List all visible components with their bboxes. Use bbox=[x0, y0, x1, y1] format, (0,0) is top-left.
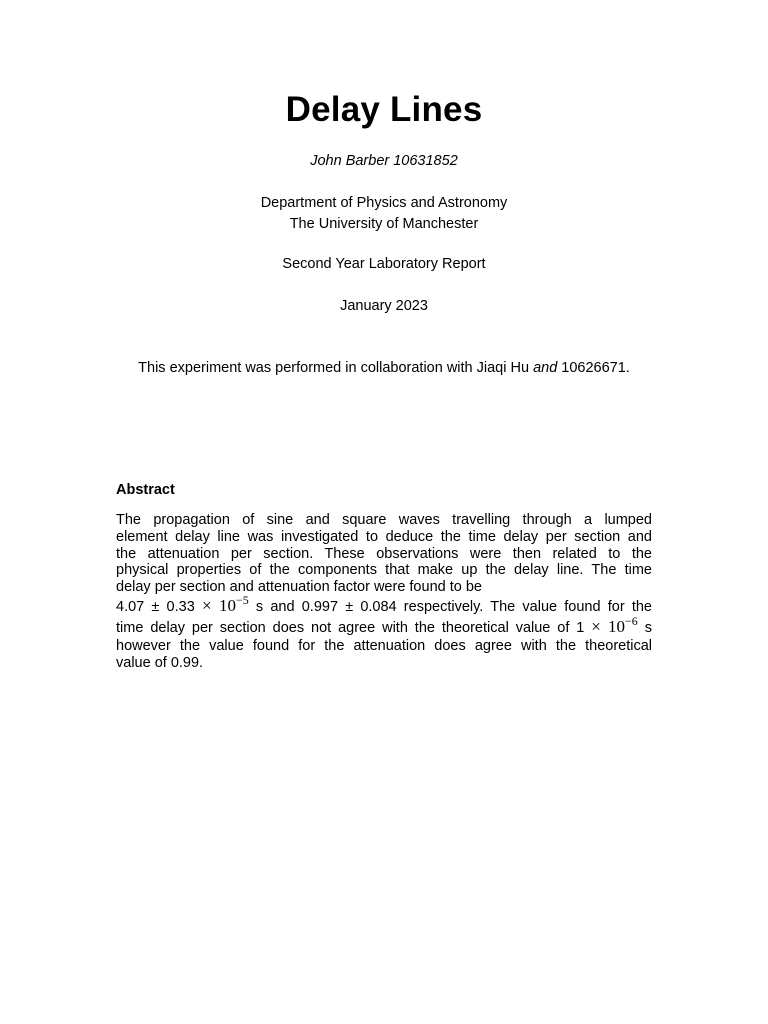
abstract-body bbox=[116, 512, 652, 672]
math-exponent: −6 bbox=[625, 613, 638, 628]
collaboration-suffix: 10626671. bbox=[557, 360, 630, 376]
math-expression bbox=[591, 613, 638, 636]
department-name: Department of Physics and Astronomy bbox=[260, 195, 508, 211]
author-line: John Barber 10631852 bbox=[310, 153, 458, 169]
abstract-heading: Abstract bbox=[116, 482, 175, 498]
abstract-line: physical properties of the components that make up the delay line. The time bbox=[116, 562, 652, 579]
math-exponent: −5 bbox=[235, 592, 249, 607]
abstract-line bbox=[116, 592, 652, 617]
report-date: January 2023 bbox=[340, 298, 428, 314]
collaboration-statement bbox=[0, 359, 768, 377]
math-expression bbox=[201, 592, 249, 615]
collaboration-emphasis: and bbox=[533, 360, 558, 376]
math-base: × 10 bbox=[591, 616, 626, 636]
page-title: Delay Lines bbox=[285, 90, 483, 129]
abstract-text: time delay per section does not agree with the theoretical value of 1 bbox=[116, 619, 592, 636]
math-base: × 10 bbox=[201, 595, 236, 615]
abstract-line bbox=[116, 613, 652, 638]
report-type: Second Year Laboratory Report bbox=[282, 256, 486, 272]
abstract-text: s bbox=[637, 619, 652, 636]
abstract-line: The propagation of sine and square waves travelling through a lumped bbox=[116, 512, 652, 528]
abstract-line: the attenuation per section. These observations were then related to the bbox=[116, 545, 652, 562]
abstract-line: element delay line was investigated to deduce the time delay per section and bbox=[116, 528, 652, 545]
abstract-line: however the value found for the attenuation does agree with the theoretical bbox=[116, 637, 652, 654]
abstract-text: 4.07 ± 0.33 bbox=[116, 598, 202, 615]
abstract-line: delay per section and attenuation factor were found to be bbox=[116, 579, 482, 596]
abstract-text: s and 0.997 ± 0.084 respectively. The value found for the bbox=[248, 598, 652, 615]
department-block bbox=[0, 193, 768, 235]
university-name: The University of Manchester bbox=[289, 216, 479, 232]
collaboration-prefix: This experiment was performed in collaboration with Jiaqi Hu bbox=[138, 360, 534, 376]
abstract-line: value of 0.99. bbox=[116, 654, 204, 671]
